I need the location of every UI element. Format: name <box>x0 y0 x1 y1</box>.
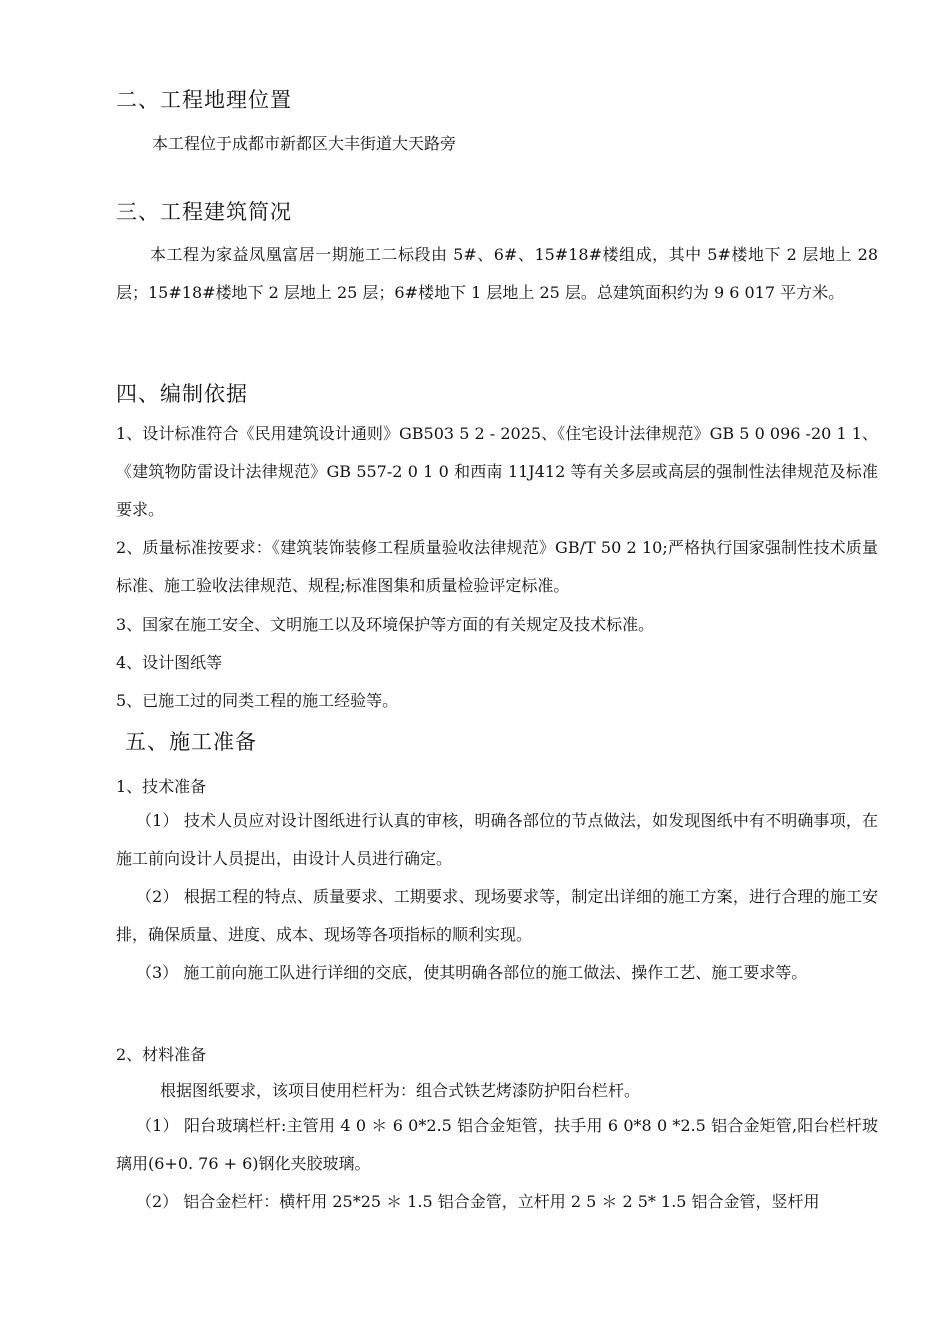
section-4-item-5: 5、已施工过的同类工程的施工经验等。 <box>116 691 399 710</box>
technical-prep-item-1: （1） 技术人员应对设计图纸进行认真的审核，明确各部位的节点做法，如发现图纸中有不明确事项，在施工前向设计人员提出，由设计人员进行确定。 <box>116 811 878 868</box>
section-2-body: 本工程位于成都市新都区大丰街道大天路旁 <box>152 134 457 153</box>
section-2-heading: 二、工程地理位置 <box>116 88 292 112</box>
material-prep-item-2: （2） 铝合金栏杆：横杆用 25*25 ＊ 1.5 铝合金管，立杆用 2 5 ＊ 2 5* 1.5 铝合金管，竖杆用 <box>136 1192 820 1211</box>
section-3-body: 本工程为家益凤凰富居一期施工二标段由 5#、6#、15#18#楼组成，其中 5#楼地下 2 层地上 28 层；15#18#楼地下 2 层地上 25 层；6#楼地下 1 层地上 25 层。总建筑面积约为 9 6 017 平方米。 <box>116 245 878 302</box>
section-4-item-3: 3、国家在施工安全、文明施工以及环境保护等方面的有关规定及技术标准。 <box>116 615 655 634</box>
section-3-heading: 三、工程建筑简况 <box>116 200 292 224</box>
material-prep-intro: 根据图纸要求，该项目使用栏杆为：组合式铁艺烤漆防护阳台栏杆。 <box>160 1081 641 1100</box>
technical-prep-item-3: （3） 施工前向施工队进行详细的交底，使其明确各部位的施工做法、操作工艺、施工要求等。 <box>136 963 808 982</box>
technical-prep-item-2: （2） 根据工程的特点、质量要求、工期要求、现场要求等，制定出详细的施工方案，进行合理的施工安排，确保质量、进度、成本、现场等各项指标的顺利实现。 <box>116 887 878 944</box>
material-prep-item-1: （1） 阳台玻璃栏杆:主管用 4 0 ＊ 6 0*2.5 铝合金矩管，扶手用 6 0*8 0 *2.5 铝合金矩管,阳台栏杆玻璃用(6+0. 76 + 6)钢化夹胶玻璃。 <box>116 1116 878 1173</box>
section-4-item-2: 2、质量标准按要求：《建筑装饰装修工程质量验收法律规范》GB/T 50 2 10;严格执行国家强制性技术质量标准、施工验收法律规范、规程;标准图集和质量检验评定标准。 <box>116 538 878 595</box>
technical-prep-title: 1、技术准备 <box>116 777 207 796</box>
section-4-item-1: 1、设计标准符合《民用建筑设计通则》GB503 5 2 - 2025、《住宅设计法律规范》GB 5 0 096 -20 1 1、《建筑物防雷设计法律规范》GB 557-2 0 1 0 和西南 11J412 等有关多层或高层的强制性法律规范及标准要求。 <box>116 424 878 519</box>
section-5-heading: 五、施工准备 <box>125 730 257 754</box>
section-4-heading: 四、编制依据 <box>116 382 248 406</box>
material-prep-title: 2、材料准备 <box>116 1045 207 1064</box>
section-4-item-4: 4、设计图纸等 <box>116 653 223 672</box>
